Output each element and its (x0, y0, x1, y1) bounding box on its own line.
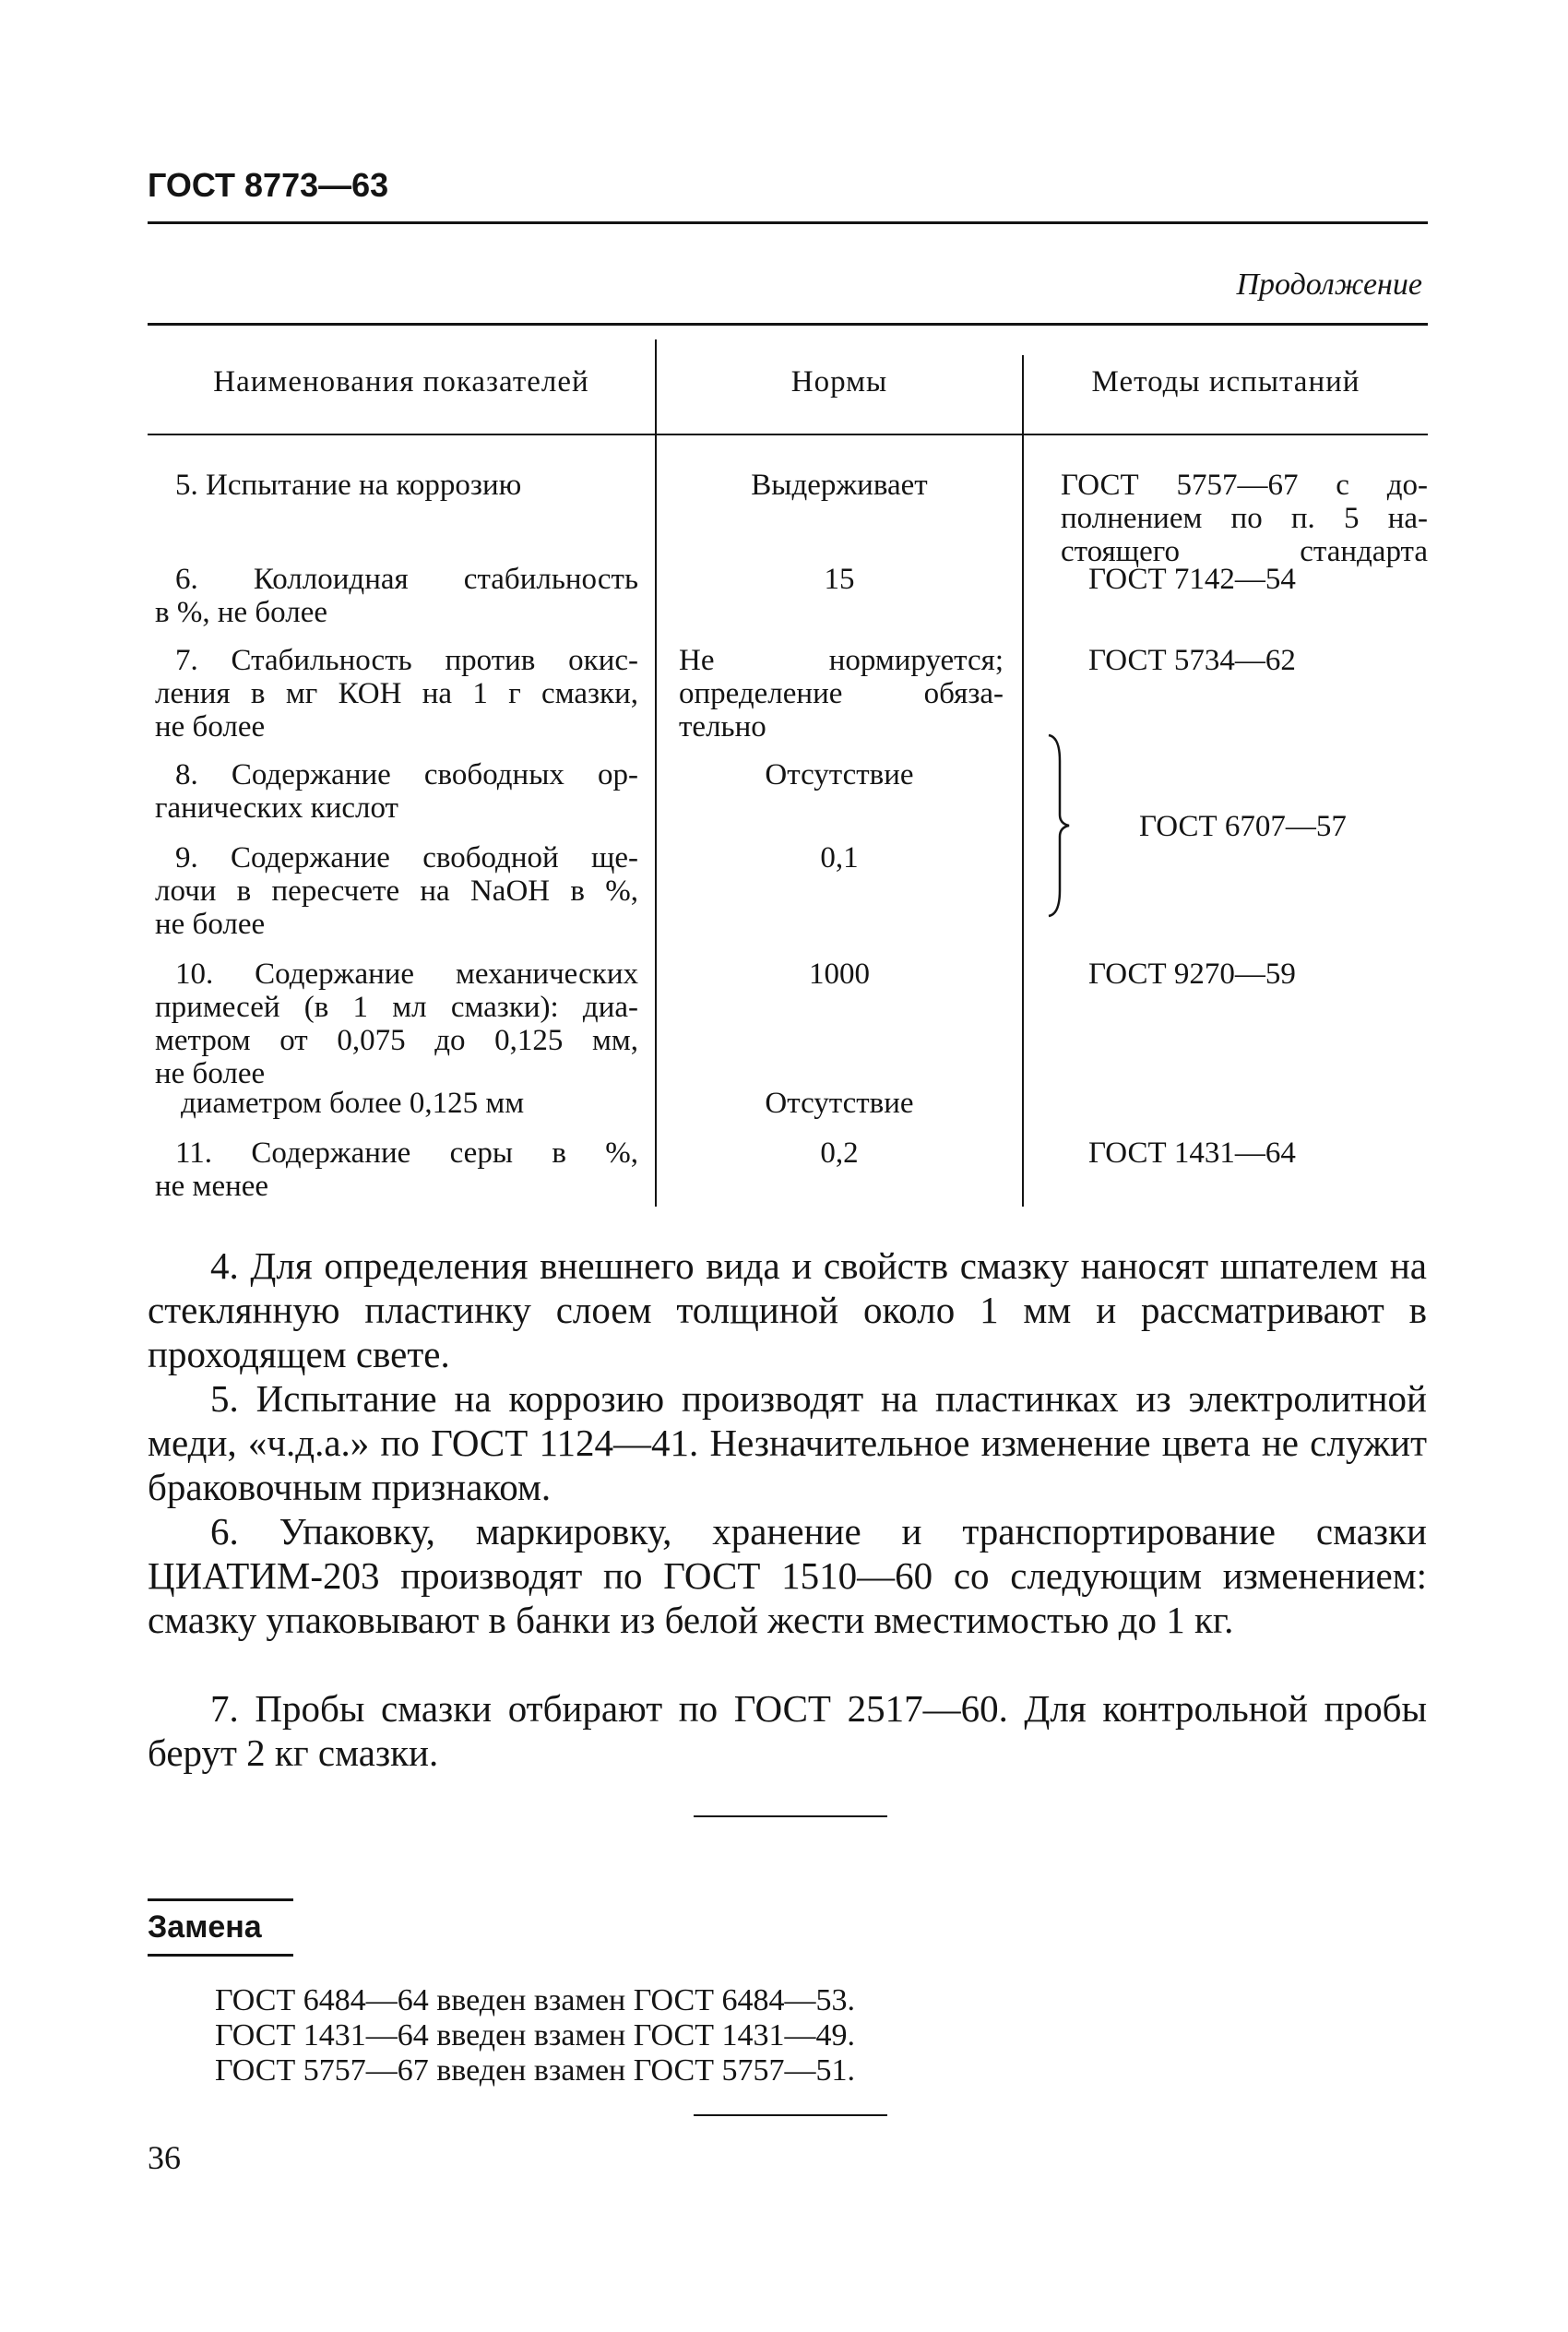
document-header: ГОСТ 8773—63 (148, 166, 389, 204)
zamena-top-rule (148, 1898, 293, 1901)
replacement-line: ГОСТ 6484—64 введен взамен ГОСТ 6484—53. (215, 1983, 855, 2017)
table-row-name: 11. Содержание серы в %, не менее (155, 1136, 638, 1203)
paragraph: 6. Упаковку, маркировку, хранение и транспортирование смазки ЦИАТИМ-203 производят по ГОСТ 1510—60 со следующим изменением: смазку упаковывают в банки из белой жести вместимостью до 1 кг. (148, 1510, 1427, 1641)
table-row-name: диаметром более 0,125 мм (181, 1087, 525, 1120)
table-row-method: ГОСТ 1431—64 (1088, 1136, 1296, 1170)
page-number: 36 (148, 2139, 181, 2176)
header-rule (148, 221, 1428, 224)
zamena-bottom-rule (148, 1954, 293, 1957)
table-top-rule (148, 323, 1428, 326)
replacement-title: Замена (148, 1910, 262, 1945)
table-row-name: 6. Коллоидная стабильность в %, не более (155, 563, 638, 629)
continuation-label: Продолжение (1236, 268, 1422, 302)
table-row-method: ГОСТ 5734—62 (1088, 644, 1296, 677)
table-row-norm: 0,2 (820, 1136, 859, 1170)
table-row-method: ГОСТ 9270—59 (1088, 958, 1296, 991)
paragraph: 7. Пробы смазки отбирают по ГОСТ 2517—60. Для контрольной пробы берут 2 кг смазки. (148, 1687, 1427, 1774)
table-row-norm: Не нормируется; определение обяза- тельно (679, 644, 1004, 744)
table-row-norm: Отсутствие (765, 758, 914, 791)
section-divider (694, 1815, 887, 1817)
table-row-name: 5. Испытание на коррозию (175, 469, 522, 502)
table-row-name: 7. Стабильность против окис- ления в мг КОН на 1 г смазки, не более (155, 644, 638, 744)
paragraph: 5. Испытание на коррозию производят на пластинках из электролитной меди, «ч.д.а.» по ГОСТ 1124—41. Незначительное изменение цвета не служит браковочным признаком. (148, 1377, 1427, 1508)
table-row-norm: Выдерживает (751, 469, 928, 502)
table-row-norm: 1000 (809, 958, 870, 991)
paragraph: 4. Для определения внешнего вида и свойств смазку наносят шпателем на стеклянную пластинку слоем толщиной около 1 мм и рассматривают в проходящем свете. (148, 1244, 1427, 1375)
column-divider-2 (1022, 355, 1024, 1207)
column-header-method: Методы испытаний (1091, 365, 1360, 399)
table-row-name: 10. Содержание механических примесей (в 1 мл смазки): диа- метром от 0,075 до 0,125 мм, не более (155, 958, 638, 1090)
replacement-line: ГОСТ 5757—67 введен взамен ГОСТ 5757—51. (215, 2053, 855, 2088)
table-row-method: ГОСТ 7142—54 (1088, 563, 1296, 596)
column-header-norm: Нормы (790, 365, 888, 399)
shared-method: ГОСТ 6707—57 (1139, 810, 1347, 843)
brace-icon (1045, 733, 1071, 918)
table-row-norm: Отсутствие (765, 1087, 914, 1120)
table-row-name: 9. Содержание свободной ще- лочи в пересчете на NaOH в %, не более (155, 841, 638, 941)
column-header-name: Наименования показателей (213, 365, 589, 399)
table-row-name: 8. Содержание свободных ор- ганических кислот (155, 758, 638, 825)
table-head-rule (148, 434, 1428, 435)
table-row-norm: 15 (824, 563, 855, 596)
table-row-norm: 0,1 (820, 841, 859, 874)
table-row-method: ГОСТ 5757—67 с до- полнением по п. 5 на- стоящего стандарта (1061, 469, 1428, 568)
replacement-line: ГОСТ 1431—64 введен взамен ГОСТ 1431—49. (215, 2018, 855, 2052)
section-divider (694, 2114, 887, 2116)
